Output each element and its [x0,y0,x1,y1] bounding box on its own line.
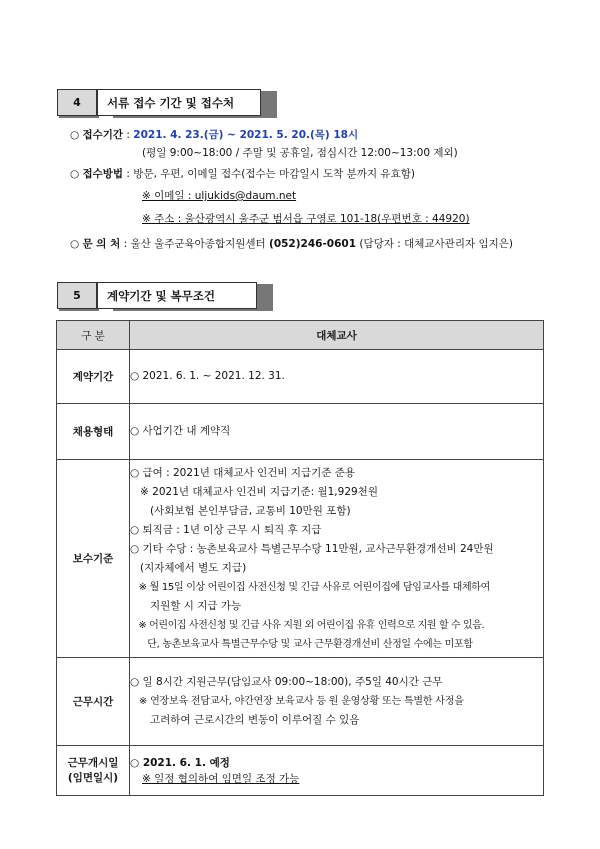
pay-line: ○ 기타 수당 : 농촌보육교사 특별근무수당 11만원, 교사근무환경개선비 24만원 [130,542,494,555]
pay-line: 단, 농촌보육교사 특별근무수당 및 교사 근무환경개선비 산정일 수에는 미포함 [130,638,473,650]
period-label: 접수기간 [82,129,124,141]
pay-line: ※ 2021년 대체교사 인건비 지급기준: 월1,929천원 [130,485,378,498]
section4-title: 서류 접수 기간 및 접수처 [97,89,261,116]
pay-line: ※ 어린이집 사전신청 및 긴급 사유 지원 외 어린이집 유휴 인력으로 지원 할 수 있음. [130,619,485,631]
method-value: 방문, 우편, 이메일 접수(접수는 마감일시 도착 분까지 유효함) [133,168,415,180]
pay-line: (사회보험 본인부담금, 교통비 10만원 포함) [130,504,351,517]
contact-suffix: (담당자 : 대체교사관리자 임지은) [359,238,513,250]
contract-label: 계약기간 [57,350,130,404]
work-line: ※ 연장보육 전담교사, 야간연장 보육교사 등 원 운영상황 또는 특별한 사정을 [130,696,464,707]
table-row [57,658,544,746]
contact-row: ○ 문 의 처 : 울산 울주군육아종합지원센터 (052)246-0601 (담당자 : 대체교사관리자 임지은) [70,238,513,250]
table-row [57,746,544,796]
work-line: 고려하여 근로시간의 변동이 이루어질 수 있음 [130,714,360,726]
table-row [57,350,544,404]
header-category: 구 분 [57,321,130,350]
pay-line: ○ 퇴직금 : 1년 이상 근무 시 퇴직 후 지급 [130,523,322,536]
section5-title: 계약기간 및 복무조건 [97,282,257,309]
work-line: ○ 일 8시간 지원근무(담임교사 09:00~18:00), 주5일 40시간 근무 [130,676,443,688]
pay-line: ○ 급여 : 2021년 대체교사 인건비 지급기준 준용 [130,466,356,479]
section4-heading [57,89,277,118]
section5-number: 5 [57,282,97,309]
method-row: ○ 접수방법 : 방문, 우편, 이메일 접수(접수는 마감일시 도착 분까지 유효함) [70,168,415,180]
period-value: 2021. 4. 23.(금) ~ 2021. 5. 20.(목) 18시 [133,129,359,141]
employ-value: ○ 사업기간 내 계약직 [130,425,231,437]
contract-value: ○ 2021. 6. 1. ~ 2021. 12. 31. [130,370,285,382]
method-label: 접수방법 [82,168,124,180]
conditions-table [56,320,544,796]
period-note: (평일 9:00~18:00 / 주말 및 공휴일, 점심시간 12:00~13:00 제외) [142,147,458,159]
section5-heading [57,282,273,311]
start-note: ※ 일정 협의하여 임면일 조정 가능 [142,772,300,785]
contact-label: 문 의 처 [82,238,121,250]
header-substitute-teacher: 대체교사 [130,321,544,350]
contact-prefix: 울산 울주군육아종합지원센터 [130,238,266,250]
table-row [57,460,544,658]
section4-number: 4 [57,89,97,116]
start-label-2: (임면일시) [67,771,119,784]
work-label: 근무시간 [57,658,130,746]
contact-phone: (052)246-0601 [269,238,357,250]
pay-label: 보수기준 [57,460,130,658]
start-label-1: 근무개시일 [67,756,119,769]
address-note: ※ 주소 : 울산광역시 울주군 범서읍 구영로 101-18(우편번호 : 44920) [142,213,470,225]
email-note: ※ 이메일 : uljukids@daum.net [142,190,297,202]
table-header-row [57,321,544,350]
table-row [57,404,544,460]
employ-label: 채용형태 [57,404,130,460]
pay-line: (지자체에서 별도 지급) [130,561,247,574]
start-value: ○ 2021. 6. 1. 예정 [130,756,230,769]
period-row: ○ 접수기간 : 2021. 4. 23.(금) ~ 2021. 5. 20.(목) 18시 [70,129,359,141]
pay-line: ※ 월 15일 이상 어린이집 사전신청 및 긴급 사유로 어린이집에 담임교사를 대체하여 [130,581,491,593]
pay-line: 지원할 시 지급 가능 [130,599,242,612]
